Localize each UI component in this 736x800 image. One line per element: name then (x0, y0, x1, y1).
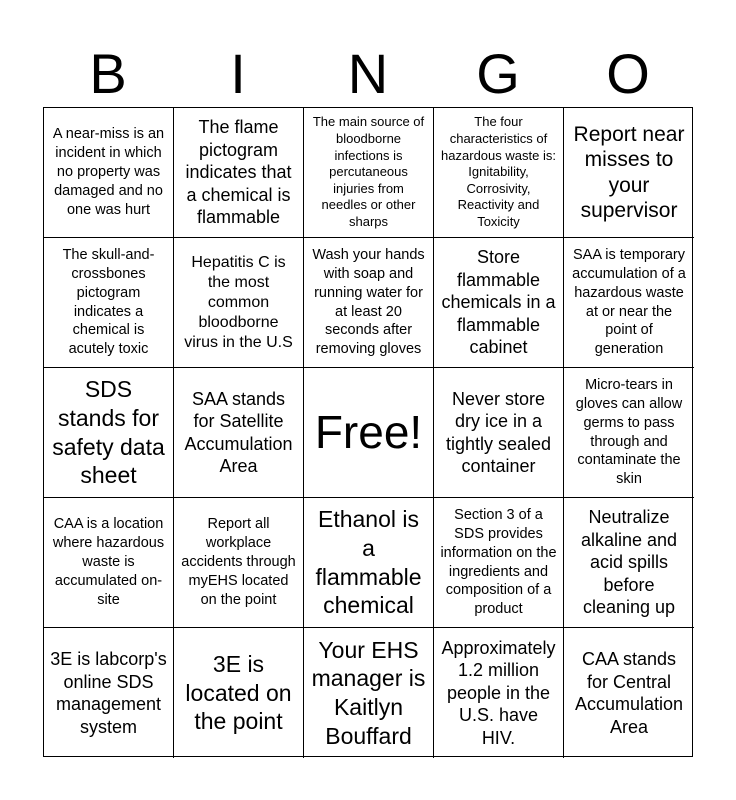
cell-text: Neutralize alkaline and acid spills before cleaning up (580, 507, 678, 618)
bingo-cell-r5c3[interactable] (304, 628, 434, 758)
bingo-cell-r4c5[interactable] (564, 498, 694, 628)
bingo-cell-r4c1[interactable] (44, 498, 174, 628)
bingo-cell-r2c3[interactable] (304, 238, 434, 368)
cell-text: Section 3 of a SDS provides information on the ingredients and composition of a product (440, 506, 557, 618)
header-letter-o: O (606, 42, 650, 105)
bingo-cell-r1c2[interactable] (174, 108, 304, 238)
bingo-cell-r1c5[interactable] (564, 108, 694, 238)
cell-text: Store flammable chemicals in a flammable cabinet (441, 247, 556, 358)
cell-text: Report near misses to your supervisor (573, 123, 685, 222)
header-letter-n: N (347, 42, 389, 105)
bingo-cell-r3c4[interactable] (434, 368, 564, 498)
bingo-cell-r2c5[interactable] (564, 238, 694, 368)
bingo-cell-r2c4[interactable] (434, 238, 564, 368)
bingo-header (43, 40, 693, 108)
bingo-board (43, 107, 693, 757)
cell-text: The main source of bloodborne infections is percutaneous injuries from needles or other sharps (312, 114, 425, 230)
cell-text: 3E is labcorp's online SDS management system (50, 649, 167, 737)
bingo-cell-r1c4[interactable] (434, 108, 564, 238)
bingo-cell-r4c2[interactable] (174, 498, 304, 628)
bingo-cell-free[interactable] (304, 368, 434, 498)
bingo-cell-r4c3[interactable] (304, 498, 434, 628)
bingo-cell-r3c2[interactable] (174, 368, 304, 498)
cell-text: Ethanol is a flammable chemical (315, 506, 422, 619)
bingo-cell-r2c2[interactable] (174, 238, 304, 368)
bingo-cell-r1c1[interactable] (44, 108, 174, 238)
cell-text: Wash your hands with soap and running water for at least 20 seconds after removing gloves (312, 246, 425, 358)
header-letter-i: I (230, 42, 246, 105)
cell-text: Micro-tears in gloves can allow germs to pass through and contaminate the skin (575, 376, 683, 488)
bingo-cell-r5c2[interactable] (174, 628, 304, 758)
free-space-text: Free! (314, 406, 423, 459)
cell-text: CAA stands for Central Accumulation Area (574, 649, 684, 737)
cell-text: SAA is temporary accumulation of a hazardous waste at or near the point of generation (572, 246, 686, 358)
header-letter-g: G (476, 42, 520, 105)
cell-text: SAA stands for Satellite Accumulation Area (184, 388, 293, 476)
cell-text: Hepatitis C is the most common bloodborne virus in the U.S (184, 253, 293, 351)
cell-text: SDS stands for safety data sheet (52, 376, 165, 489)
bingo-cell-r2c1[interactable] (44, 238, 174, 368)
cell-text: The four characteristics of hazardous waste is: Ignitability, Corrosivity, Reactivity and Toxicity (441, 114, 556, 230)
header-letter-b: B (89, 42, 127, 105)
bingo-cell-r5c4[interactable] (434, 628, 564, 758)
cell-text: A near-miss is an incident in which no property was damaged and no one was hurt (52, 126, 165, 218)
bingo-cell-r5c1[interactable] (44, 628, 174, 758)
cell-text: Never store dry ice in a tightly sealed container (445, 388, 552, 476)
cell-text: Report all workplace accidents through myEHS located on the point (181, 516, 296, 608)
cell-text: CAA is a location where hazardous waste is accumulated on-site (52, 516, 165, 608)
bingo-cell-r3c5[interactable] (564, 368, 694, 498)
cell-text: The flame pictogram indicates that a chemical is flammable (185, 117, 292, 228)
bingo-cell-r5c5[interactable] (564, 628, 694, 758)
cell-text: 3E is located on the point (185, 650, 292, 735)
cell-text: Your EHS manager is Kaitlyn Bouffard (311, 636, 426, 749)
cell-text: The skull-and-crossbones pictogram indicates a chemical is acutely toxic (62, 246, 155, 358)
cell-text: Approximately 1.2 million people in the U.S. have HIV. (441, 637, 556, 748)
bingo-cell-r3c1[interactable] (44, 368, 174, 498)
bingo-cell-r4c4[interactable] (434, 498, 564, 628)
bingo-cell-r1c3[interactable] (304, 108, 434, 238)
